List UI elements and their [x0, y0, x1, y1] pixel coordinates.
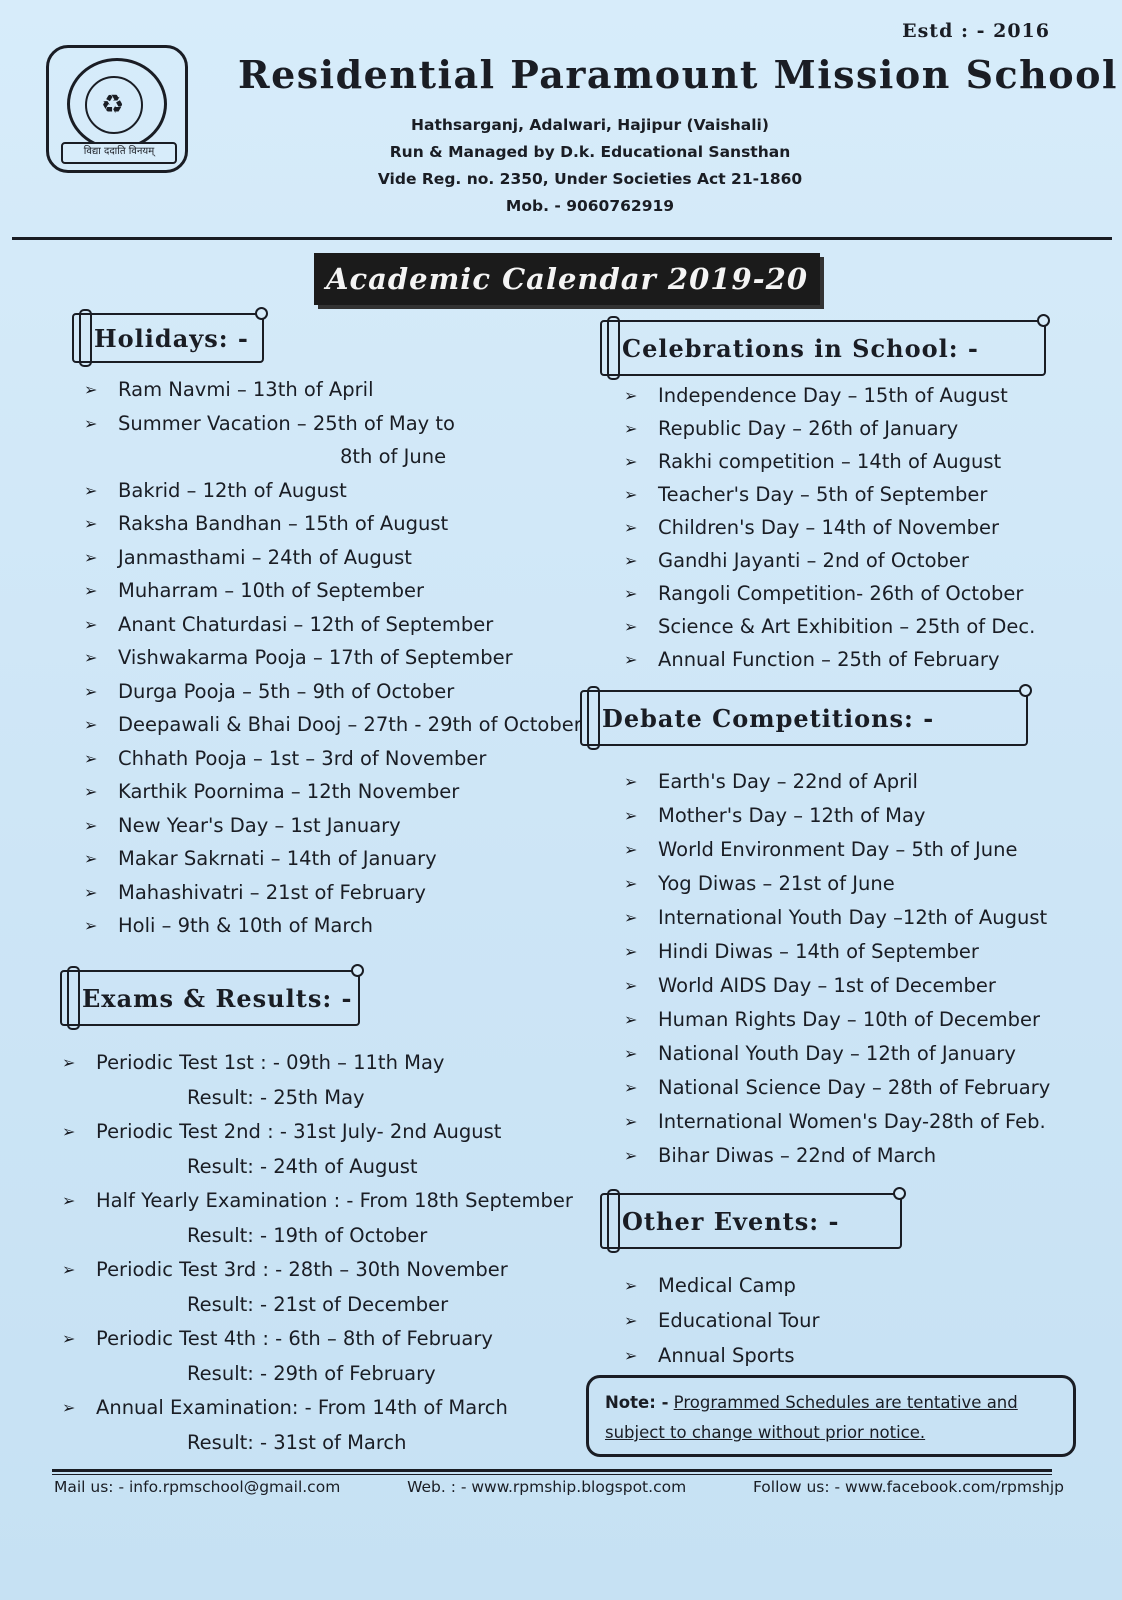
arrow-bullet-icon: ➢ — [624, 518, 638, 537]
arrow-bullet-icon: ➢ — [624, 874, 638, 893]
arrow-bullet-icon: ➢ — [624, 840, 638, 859]
lamp-icon: ♻ — [101, 90, 125, 120]
arrow-bullet-icon: ➢ — [62, 1191, 76, 1210]
footer-email[interactable]: Mail us: - info.rpmschool@gmail.com — [54, 1478, 341, 1496]
list-item: ➢ Human Rights Day – 10th of December — [624, 1003, 1050, 1037]
arrow-bullet-icon: ➢ — [84, 581, 98, 600]
other-events-list — [624, 1268, 820, 1373]
arrow-bullet-icon: ➢ — [84, 882, 98, 902]
list-item: ➢ Muharram – 10th of September — [84, 574, 582, 608]
list-item: ➢ Anant Chaturdasi – 12th of September — [84, 608, 582, 642]
list-item: ➢ Ram Navmi – 13th of April — [84, 373, 582, 407]
arrow-bullet-icon: ➢ — [624, 419, 638, 438]
list-item: ➢ Bihar Diwas – 22nd of March — [624, 1139, 1050, 1173]
list-item: ➢ Half Yearly Examination : - From 18th September — [62, 1184, 573, 1219]
arrow-bullet-icon: ➢ — [62, 1260, 76, 1279]
list-item: ➢ Rakhi competition – 14th of August — [624, 445, 1035, 478]
result-line: Result: - 24th of August — [187, 1154, 418, 1178]
arrow-bullet-icon: ➢ — [84, 916, 98, 935]
list-item: ➢ Annual Examination: - From 14th of March — [62, 1391, 573, 1426]
school-name: Residential Paramount Mission School — [238, 52, 1118, 97]
other-events-heading: Other Events: - — [600, 1193, 902, 1249]
list-item-continuation: 8th of June — [340, 445, 447, 468]
list-item: ➢ Periodic Test 4th : - 6th – 8th of February — [62, 1322, 573, 1357]
debate-list — [624, 765, 1050, 1173]
arrow-bullet-icon: ➢ — [624, 1346, 638, 1365]
arrow-bullet-icon: ➢ — [84, 480, 98, 500]
address-line: Run & Managed by D.k. Educational Sansthan — [389, 143, 791, 161]
list-item: ➢ Chhath Pooja – 1st – 3rd of November — [84, 742, 582, 776]
list-item: ➢ Republic Day – 26th of January — [624, 412, 1035, 445]
arrow-bullet-icon: ➢ — [84, 614, 98, 634]
logo-motto: विद्या ददाति विनयम् — [61, 142, 177, 164]
arrow-bullet-icon: ➢ — [84, 648, 98, 667]
arrow-bullet-icon: ➢ — [624, 908, 638, 927]
arrow-bullet-icon: ➢ — [624, 551, 638, 570]
arrow-bullet-icon: ➢ — [624, 806, 638, 825]
arrow-bullet-icon: ➢ — [84, 681, 98, 701]
arrow-bullet-icon: ➢ — [624, 1311, 638, 1330]
arrow-bullet-icon: ➢ — [84, 748, 98, 768]
list-item: ➢ Summer Vacation – 25th of May to — [84, 407, 582, 441]
list-item: ➢ Janmasthami – 24th of August — [84, 541, 582, 575]
list-item: ➢ Children's Day – 14th of November — [624, 511, 1035, 544]
footer-divider-thin — [52, 1474, 1052, 1475]
arrow-bullet-icon: ➢ — [624, 1078, 638, 1097]
address-line: Mob. - 9060762919 — [505, 197, 675, 215]
list-item: ➢ Deepawali & Bhai Dooj – 27th - 29th of October — [84, 708, 582, 742]
arrow-bullet-icon: ➢ — [84, 413, 98, 433]
footer-divider — [52, 1469, 1052, 1472]
list-item: ➢ Mahashivatri – 21st of February — [84, 876, 582, 910]
list-item: ➢ Periodic Test 3rd : - 28th – 30th November — [62, 1253, 573, 1288]
arrow-bullet-icon: ➢ — [84, 849, 98, 868]
address-line: Hathsarganj, Adalwari, Hajipur (Vaishali) — [411, 116, 769, 134]
celebrations-list — [624, 379, 1035, 676]
note-label: Note: - — [605, 1393, 669, 1412]
arrow-bullet-icon: ➢ — [624, 1276, 638, 1295]
list-item: ➢ New Year's Day – 1st January — [84, 809, 582, 843]
list-item: ➢ Rangoli Competition- 26th of October — [624, 577, 1035, 610]
list-item: ➢ Raksha Bandhan – 15th of August — [84, 507, 582, 541]
list-item: ➢ International Women's Day-28th of Feb. — [624, 1105, 1050, 1139]
footer-website[interactable]: Web. : - www.rpmship.blogspot.com — [407, 1478, 687, 1496]
arrow-bullet-icon: ➢ — [84, 380, 98, 399]
list-item: ➢ Earth's Day – 22nd of April — [624, 765, 1050, 799]
list-item: ➢ Annual Sports — [624, 1338, 820, 1373]
exams-heading: Exams & Results: - — [60, 970, 360, 1026]
arrow-bullet-icon: ➢ — [624, 452, 638, 471]
arrow-bullet-icon: ➢ — [624, 386, 638, 405]
arrow-bullet-icon: ➢ — [624, 1044, 638, 1063]
list-item: ➢ National Youth Day – 12th of January — [624, 1037, 1050, 1071]
list-item: ➢ Gandhi Jayanti – 2nd of October — [624, 544, 1035, 577]
list-item: ➢ Durga Pooja – 5th – 9th of October — [84, 675, 582, 709]
note-text: Programmed Schedules are tentative and subject to change without prior notice. — [605, 1393, 1018, 1442]
school-address — [330, 112, 850, 220]
result-line: Result: - 25th May — [187, 1085, 365, 1109]
list-item: ➢ Educational Tour — [624, 1303, 820, 1338]
arrow-bullet-icon: ➢ — [624, 1010, 638, 1029]
arrow-bullet-icon: ➢ — [84, 815, 98, 835]
list-item: ➢ Vishwakarma Pooja – 17th of September — [84, 641, 582, 675]
arrow-bullet-icon: ➢ — [624, 650, 638, 669]
result-line: Result: - 21st of December — [187, 1292, 449, 1316]
arrow-bullet-icon: ➢ — [624, 617, 638, 636]
arrow-bullet-icon: ➢ — [84, 547, 98, 567]
list-item: ➢ Periodic Test 2nd : - 31st July- 2nd August — [62, 1115, 573, 1150]
list-item: ➢ Mother's Day – 12th of May — [624, 799, 1050, 833]
arrow-bullet-icon: ➢ — [624, 976, 638, 995]
footer — [54, 1478, 1064, 1496]
list-item: ➢ Yog Diwas – 21st of June — [624, 867, 1050, 901]
list-item: ➢ Science & Art Exhibition – 25th of Dec. — [624, 610, 1035, 643]
arrow-bullet-icon: ➢ — [62, 1329, 76, 1348]
list-item: ➢ Medical Camp — [624, 1268, 820, 1303]
list-item: ➢ World AIDS Day – 1st of December — [624, 969, 1050, 1003]
arrow-bullet-icon: ➢ — [84, 715, 98, 734]
arrow-bullet-icon: ➢ — [624, 942, 638, 961]
debate-heading: Debate Competitions: - — [580, 690, 1028, 746]
list-item: ➢ Hindi Diwas – 14th of September — [624, 935, 1050, 969]
established-year: Estd : - 2016 — [902, 20, 1050, 42]
list-item: ➢ Teacher's Day – 5th of September — [624, 478, 1035, 511]
arrow-bullet-icon: ➢ — [62, 1398, 76, 1417]
footer-facebook[interactable]: Follow us: - www.facebook.com/rpmshjp — [752, 1478, 1064, 1496]
arrow-bullet-icon: ➢ — [624, 485, 638, 504]
arrow-bullet-icon: ➢ — [624, 584, 638, 603]
list-item: ➢ National Science Day – 28th of February — [624, 1071, 1050, 1105]
list-item: ➢ Holi – 9th & 10th of March — [84, 909, 582, 943]
list-item: ➢ Bakrid – 12th of August — [84, 474, 582, 508]
disclaimer-note — [586, 1375, 1076, 1457]
list-item: ➢ Makar Sakrnati – 14th of January — [84, 842, 582, 876]
list-item: ➢ Periodic Test 1st : - 09th – 11th May — [62, 1046, 573, 1081]
arrow-bullet-icon: ➢ — [624, 772, 638, 791]
list-item: ➢ World Environment Day – 5th of June — [624, 833, 1050, 867]
list-item: ➢ Annual Function – 25th of February — [624, 643, 1035, 676]
arrow-bullet-icon: ➢ — [84, 782, 98, 801]
arrow-bullet-icon: ➢ — [62, 1053, 76, 1072]
arrow-bullet-icon: ➢ — [624, 1112, 638, 1131]
holidays-heading: Holidays: - — [72, 313, 264, 363]
list-item: ➢ Independence Day – 15th of August — [624, 379, 1035, 412]
calendar-title-banner: Academic Calendar 2019-20 — [314, 253, 820, 305]
arrow-bullet-icon: ➢ — [62, 1122, 76, 1141]
celebrations-heading: Celebrations in School: - — [600, 320, 1046, 376]
list-item: ➢ Karthik Poornima – 12th November — [84, 775, 582, 809]
school-logo — [46, 45, 188, 173]
result-line: Result: - 29th of February — [187, 1361, 436, 1385]
exams-list — [62, 1046, 573, 1460]
header-divider — [12, 237, 1112, 240]
result-line: Result: - 31st of March — [187, 1430, 407, 1454]
arrow-bullet-icon: ➢ — [624, 1146, 638, 1165]
arrow-bullet-icon: ➢ — [84, 514, 98, 533]
result-line: Result: - 19th of October — [187, 1223, 428, 1247]
list-item: ➢ International Youth Day –12th of August — [624, 901, 1050, 935]
holidays-list — [84, 373, 582, 943]
address-line: Vide Reg. no. 2350, Under Societies Act 21-1860 — [377, 170, 803, 188]
